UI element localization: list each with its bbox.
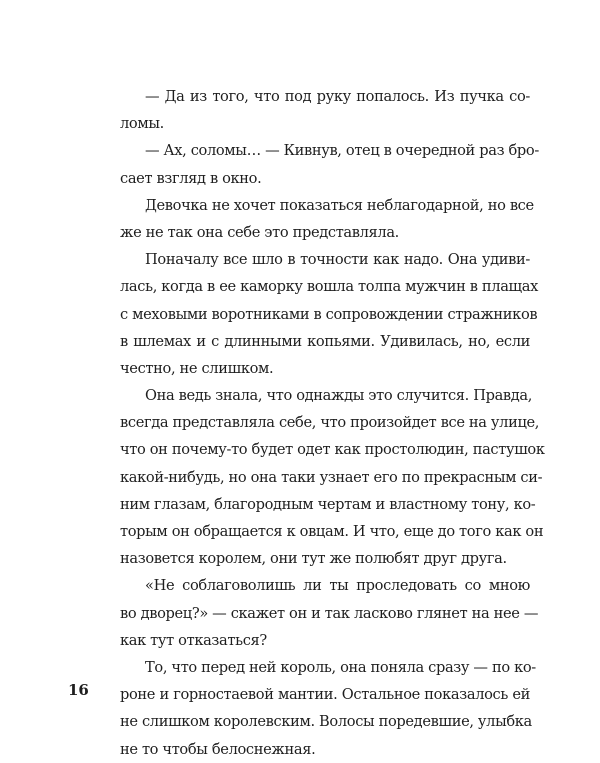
page-number: 16 — [68, 681, 89, 699]
text-line: — Да из того, что под руку попалось. Из пучка со- — [145, 88, 530, 105]
text-line: — Ах, соломы… — Кивнув, отец в очередной раз бро- — [145, 142, 539, 160]
text-line: в шлемах и с длинными копьями. Удивилась, но, если — [120, 332, 530, 350]
text-line: ломы. — [120, 115, 164, 133]
text-line: лась, когда в ее каморку вошла толпа мужчин в плащах — [120, 278, 538, 296]
text-line: То, что перед ней король, она поняла сразу — по ко- — [145, 658, 536, 676]
text-line: Она ведь знала, что однажды это случится. Правда, — [145, 387, 533, 405]
text-line: «Не соблаговолишь ли ты проследовать со мною — [145, 577, 530, 595]
text-line: с меховыми воротниками в сопровождении стражников — [120, 305, 538, 323]
text-line: роне и горностаевой мантии. Остальное показалось ей — [120, 686, 530, 704]
text-line: же не так она себе это представляла. — [120, 223, 399, 241]
text-line: Девочка не хочет показаться неблагодарной, но все — [145, 196, 534, 214]
text-line: какой-нибудь, но она таки узнает его по прекрасным си- — [120, 468, 543, 486]
text-line: как тут отказаться? — [120, 631, 267, 649]
text-line: честно, не слишком. — [120, 359, 274, 377]
text-line: всегда представляла себе, что произойдет все на улице, — [120, 414, 540, 432]
text-line: торым он обращается к овцам. И что, еще до того как он — [120, 523, 544, 540]
body-text — [120, 83, 545, 763]
text-line: сает взгляд в окно. — [120, 169, 262, 187]
text-line: во дворец?» — скажет он и так ласково глянет на нее — — [120, 604, 539, 622]
text-line: Поначалу все шло в точности как надо. Она удиви- — [145, 251, 530, 269]
text-line: назовется королем, они тут же полюбят друг друга. — [120, 550, 507, 568]
text-line: ним глазам, благородным чертам и властному тону, ко- — [120, 495, 536, 513]
text-line: не то чтобы белоснежная. — [120, 740, 316, 758]
text-line: что он почему-то будет одет как простолюдин, пастушок — [120, 441, 545, 459]
text-line: не слишком королевским. Волосы поредевшие, улыбка — [120, 713, 532, 731]
